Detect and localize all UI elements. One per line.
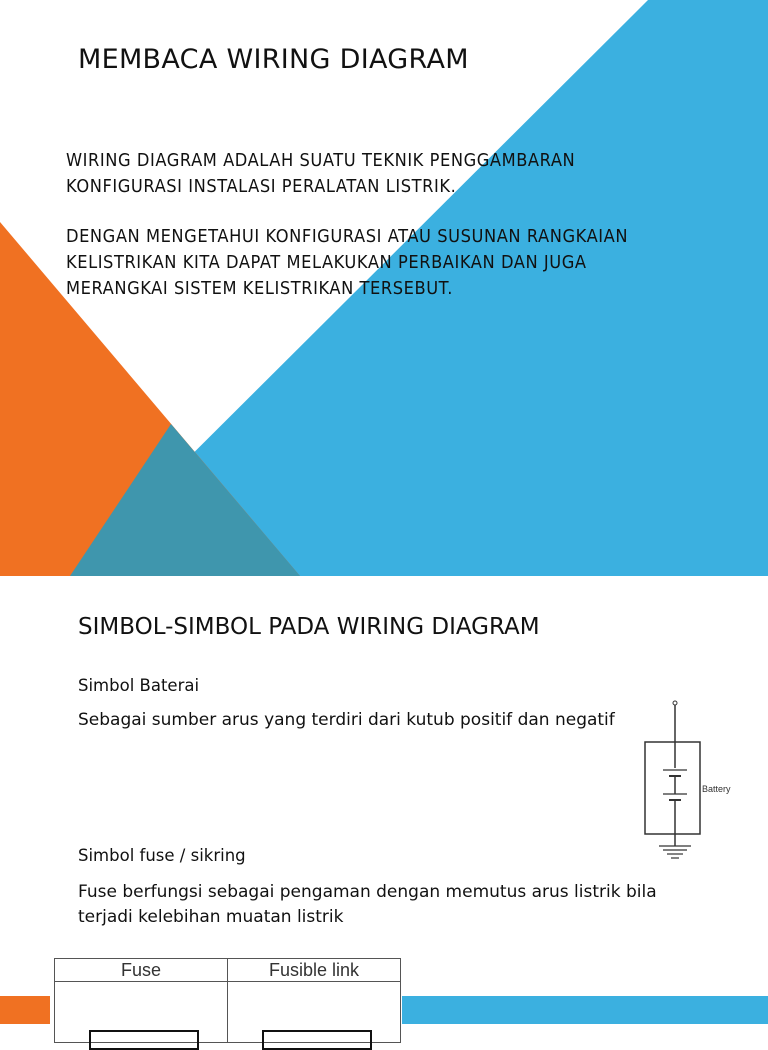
paragraph-2 bbox=[66, 224, 698, 302]
paragraph-2-line-1: DENGAN MENGETAHUI KONFIGURASI ATAU SUSUNAN RANGKAIAN bbox=[66, 227, 629, 247]
slide-2-title: SIMBOL-SIMBOL PADA WIRING DIAGRAM bbox=[78, 614, 540, 640]
fusible-link-symbol bbox=[262, 1030, 372, 1050]
paragraph-1 bbox=[66, 148, 698, 200]
paragraph-2-line-2: KELISTRIKAN KITA DAPAT MELAKUKAN PERBAIKAN DAN JUGA bbox=[66, 253, 587, 273]
fusible-link-symbol-cell bbox=[228, 982, 401, 1043]
table-header-fuse: Fuse bbox=[55, 959, 228, 982]
paragraph-1-line-1: WIRING DIAGRAM ADALAH SUATU TEKNIK PENGGAMBARAN bbox=[66, 151, 576, 171]
battery-symbol-label: Battery bbox=[702, 784, 731, 794]
bottom-orange-shape bbox=[0, 996, 50, 1024]
bottom-blue-shape bbox=[402, 996, 768, 1024]
fuse-description-line-1: Fuse berfungsi sebagai pengaman dengan memutus arus listrik bila bbox=[78, 882, 657, 902]
table-header-fusible-link: Fusible link bbox=[228, 959, 401, 982]
fuse-symbol-table bbox=[54, 958, 401, 1043]
battery-description: Sebagai sumber arus yang terdiri dari kutub positif dan negatif bbox=[78, 710, 615, 730]
slide-separator bbox=[0, 576, 768, 586]
fuse-symbol-cell bbox=[55, 982, 228, 1043]
slide-1-title: MEMBACA WIRING DIAGRAM bbox=[78, 44, 469, 75]
fuse-label: Simbol fuse / sikring bbox=[78, 846, 246, 865]
paragraph-2-line-3: MERANGKAI SISTEM KELISTRIKAN TERSEBUT. bbox=[66, 279, 453, 299]
battery-symbol bbox=[638, 698, 748, 864]
fuse-description-line-2: terjadi kelebihan muatan listrik bbox=[78, 907, 344, 927]
fuse-symbol bbox=[89, 1030, 199, 1050]
fuse-description bbox=[78, 880, 718, 930]
battery-label: Simbol Baterai bbox=[78, 676, 200, 695]
paragraph-1-line-2: KONFIGURASI INSTALASI PERALATAN LISTRIK. bbox=[66, 177, 457, 197]
